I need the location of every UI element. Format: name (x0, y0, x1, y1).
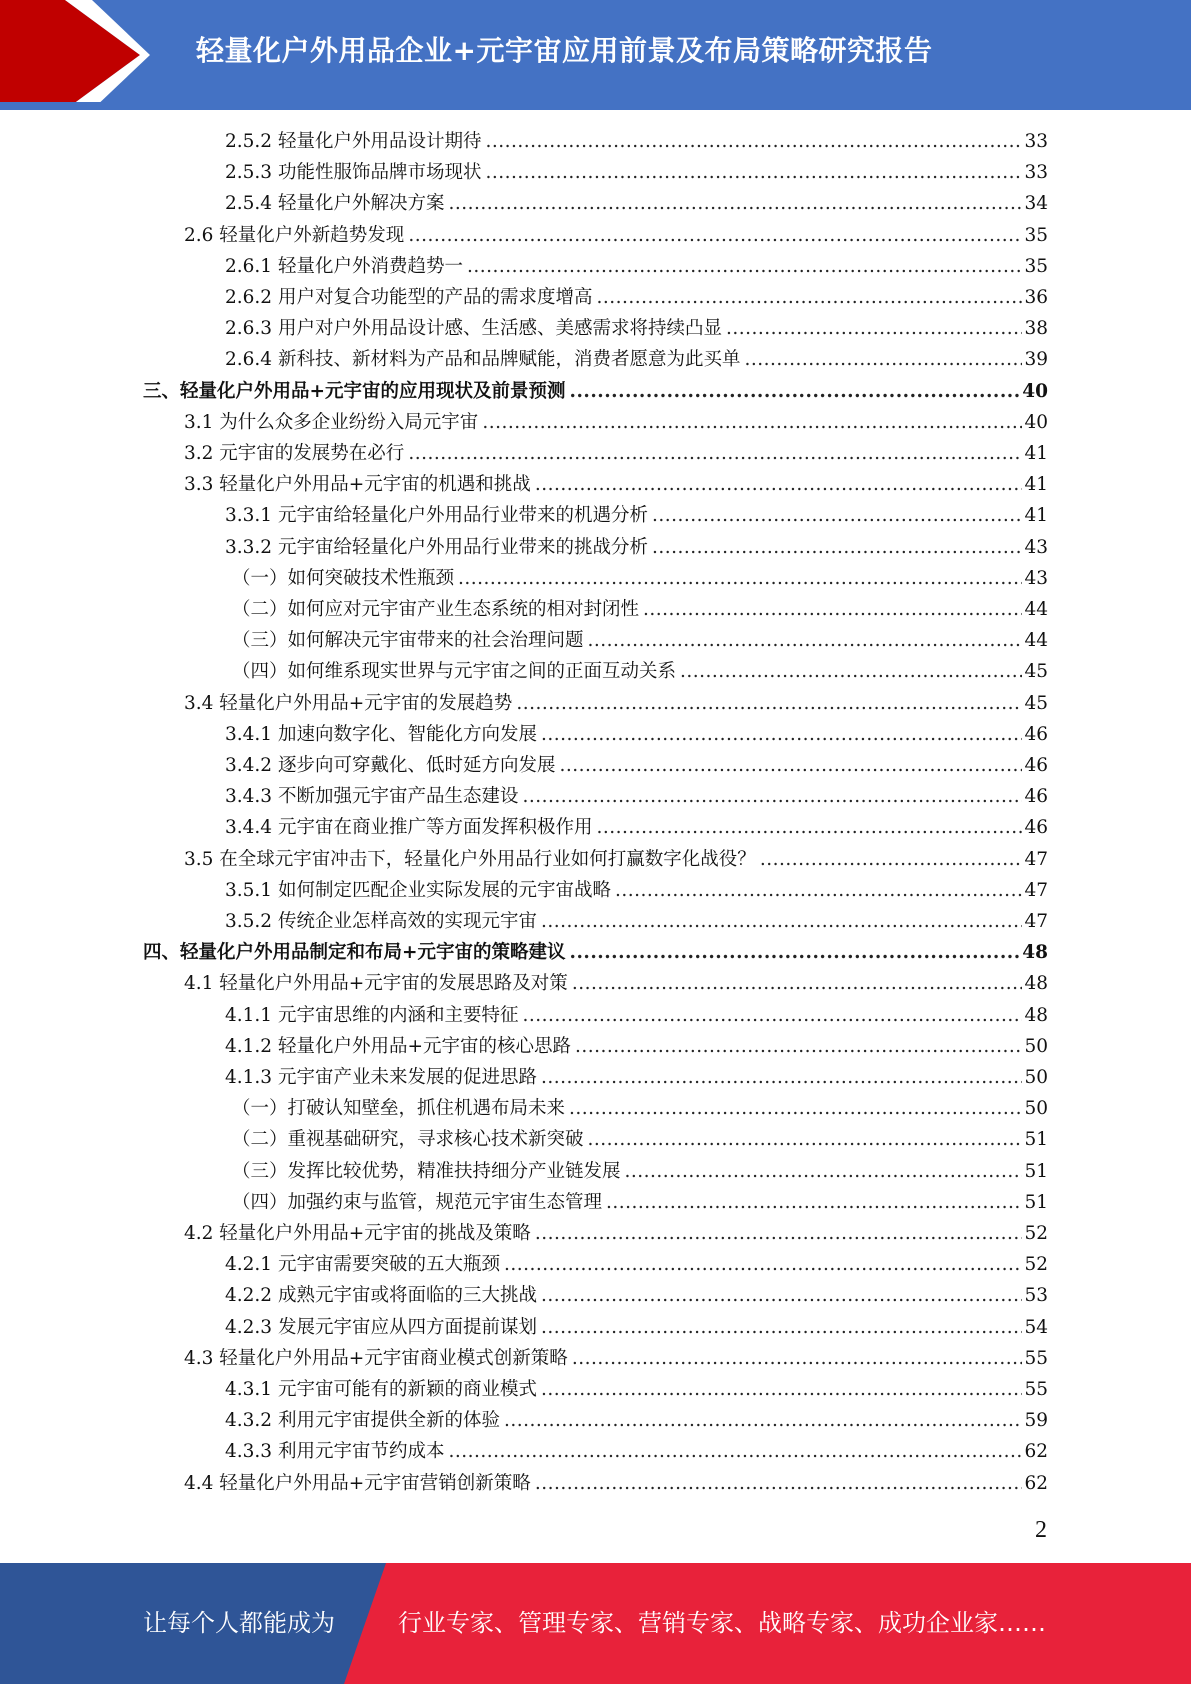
toc-dot-leader (541, 1280, 1022, 1311)
toc-entry-title: （四）加强约束与监管，规范元宇宙生态管理 (232, 1191, 603, 1213)
toc-entry-title: 4.3.2 利用元宇宙提供全新的体验 (225, 1410, 500, 1432)
toc-dot-leader (522, 781, 1022, 812)
report-title: 轻量化户外用品企业+元宇宙应用前景及布局策略研究报告 (196, 34, 933, 67)
toc-entry-title: 4.2.3 发展元宇宙应从四方面提前谋划 (225, 1316, 537, 1338)
toc-dot-leader (572, 968, 1023, 999)
toc-entry[interactable] (225, 344, 1048, 375)
toc-entry-title: （一）如何突破技术性瓶颈 (232, 567, 455, 589)
toc-entry-page: 50 (1024, 1098, 1048, 1120)
toc-entry-page: 51 (1024, 1129, 1048, 1151)
toc-dot-leader (516, 688, 1022, 719)
toc-entry-page: 48 (1024, 973, 1048, 995)
toc-entry-title: （二）重视基础研究，寻求核心技术新突破 (232, 1129, 584, 1151)
toc-entry-page: 51 (1024, 1160, 1048, 1182)
toc-entry[interactable] (143, 376, 1048, 407)
toc-entry-page: 41 (1024, 443, 1048, 464)
toc-entry[interactable] (225, 1000, 1048, 1031)
toc-entry-title: 四、轻量化户外用品制定和布局+元宇宙的策略建议 (143, 942, 566, 964)
toc-entry[interactable] (225, 875, 1048, 906)
footer-slogan-left: 让每个人都能成为 (143, 1609, 335, 1637)
toc-dot-leader (575, 1031, 1022, 1062)
toc-dot-leader (467, 251, 1022, 282)
toc-dot-leader (485, 126, 1022, 157)
toc-entry-page: 55 (1024, 1379, 1048, 1400)
toc-entry[interactable] (225, 1436, 1048, 1467)
toc-entry[interactable] (225, 781, 1048, 812)
toc-entry-title: 3.2 元宇宙的发展势在必行 (184, 443, 405, 464)
toc-dot-leader (535, 469, 1023, 500)
toc-dot-leader (726, 313, 1022, 344)
toc-entry-page: 45 (1024, 692, 1048, 714)
toc-entry-page: 46 (1024, 755, 1048, 776)
toc-dot-leader (535, 1218, 1023, 1249)
toc-entry[interactable] (225, 1280, 1048, 1311)
toc-entry-title: （一）打破认知壁垒，抓住机遇布局未来 (232, 1098, 566, 1120)
toc-entry[interactable] (232, 563, 1048, 594)
toc-entry-page: 48 (1024, 1004, 1048, 1026)
toc-entry-page: 50 (1024, 1067, 1048, 1088)
toc-entry-page: 36 (1024, 287, 1048, 308)
toc-entry-page: 47 (1024, 848, 1048, 870)
toc-entry-page: 33 (1024, 162, 1048, 184)
toc-entry[interactable] (232, 1187, 1048, 1218)
toc-entry-title: （三）如何解决元宇宙带来的社会治理问题 (232, 630, 584, 652)
toc-entry-title: 2.5.3 功能性服饰品牌市场现状 (225, 162, 482, 184)
toc-entry-page: 62 (1024, 1441, 1048, 1463)
toc-entry-page: 40 (1022, 380, 1048, 402)
toc-entry[interactable] (225, 750, 1048, 781)
toc-entry-page: 34 (1024, 193, 1048, 215)
toc-dot-leader (541, 1062, 1022, 1093)
toc-entry[interactable] (184, 438, 1048, 469)
toc-entry[interactable] (184, 968, 1048, 999)
toc-entry-page: 50 (1024, 1035, 1048, 1057)
toc-entry-page: 55 (1024, 1347, 1048, 1369)
toc-entry-title: 4.1.2 轻量化户外用品+元宇宙的核心思路 (225, 1035, 571, 1057)
toc-entry-title: 4.1 轻量化户外用品+元宇宙的发展思路及对策 (184, 973, 568, 995)
toc-entry-title: 4.2.2 成熟元宇宙或将面临的三大挑战 (225, 1285, 537, 1307)
toc-dot-leader (408, 438, 1022, 469)
toc-entry[interactable] (184, 1343, 1048, 1374)
toc-entry[interactable] (225, 906, 1048, 937)
toc-entry-page: 59 (1024, 1410, 1048, 1432)
toc-entry-page: 45 (1024, 661, 1048, 683)
toc-dot-leader (652, 532, 1022, 563)
toc-entry-title: 4.3 轻量化户外用品+元宇宙商业模式创新策略 (184, 1347, 568, 1369)
toc-dot-leader (482, 407, 1022, 438)
toc-entry-page: 47 (1024, 879, 1048, 901)
toc-entry[interactable] (232, 1156, 1048, 1187)
toc-dot-leader (570, 376, 1021, 407)
toc-dot-leader (541, 1374, 1022, 1405)
toc-entry[interactable] (184, 1218, 1048, 1249)
page-header (0, 0, 1191, 110)
toc-entry-page: 62 (1024, 1472, 1048, 1494)
toc-entry[interactable] (225, 719, 1048, 750)
toc-entry[interactable] (225, 812, 1048, 843)
toc-dot-leader (541, 1312, 1022, 1343)
toc-dot-leader (448, 188, 1022, 219)
toc-entry-page: 46 (1024, 786, 1048, 808)
toc-dot-leader (448, 1436, 1022, 1467)
toc-entry[interactable] (225, 157, 1048, 188)
toc-entry-title: 3.3 轻量化户外用品+元宇宙的机遇和挑战 (184, 474, 531, 496)
toc-entry[interactable] (232, 594, 1048, 625)
toc-entry-page: 53 (1024, 1285, 1048, 1307)
toc-dot-leader (588, 625, 1023, 656)
toc-entry-title: 2.6.4 新科技、新材料为产品和品牌赋能，消费者愿意为此买单 (225, 349, 741, 371)
toc-entry-page: 44 (1024, 630, 1048, 652)
toc-entry-page: 48 (1022, 942, 1048, 964)
toc-entry[interactable] (232, 625, 1048, 656)
toc-entry[interactable] (184, 1468, 1048, 1499)
toc-entry-page: 44 (1024, 599, 1048, 620)
toc-dot-leader (652, 500, 1022, 531)
toc-entry-title: 3.4.2 逐步向可穿戴化、低时延方向发展 (225, 755, 556, 776)
toc-entry[interactable] (232, 1093, 1048, 1124)
toc-entry-title: 3.5 在全球元宇宙冲击下，轻量化户外用品行业如何打赢数字化战役？ (184, 848, 756, 870)
toc-entry-page: 43 (1024, 567, 1048, 589)
toc-dot-leader (643, 594, 1022, 625)
toc-entry[interactable] (225, 532, 1048, 563)
toc-dot-leader (541, 906, 1022, 937)
toc-dot-leader (504, 1405, 1022, 1436)
toc-entry[interactable] (184, 469, 1048, 500)
toc-entry-title: 3.4.3 不断加强元宇宙产品生态建设 (225, 786, 519, 808)
toc-dot-leader (596, 812, 1022, 843)
toc-entry-title: 4.3.1 元宇宙可能有的新颖的商业模式 (225, 1379, 537, 1400)
toc-entry[interactable] (225, 1405, 1048, 1436)
toc-dot-leader (760, 844, 1023, 875)
toc-entry-title: 2.5.4 轻量化户外解决方案 (225, 193, 445, 215)
toc-entry[interactable] (225, 126, 1048, 157)
toc-entry-title: 3.3.1 元宇宙给轻量化户外用品行业带来的机遇分析 (225, 505, 648, 527)
footer-slogan-right: 行业专家、管理专家、营销专家、战略专家、成功企业家…… (398, 1609, 1046, 1637)
toc-dot-leader (522, 1000, 1022, 1031)
toc-entry-title: 4.2 轻量化户外用品+元宇宙的挑战及策略 (184, 1223, 531, 1244)
toc-entry-title: 3.4.1 加速向数字化、智能化方向发展 (225, 723, 537, 745)
toc-entry[interactable] (225, 1312, 1048, 1343)
toc-entry[interactable] (225, 313, 1048, 344)
toc-entry[interactable] (225, 1249, 1048, 1280)
toc-entry-title: 3.5.2 传统企业怎样高效的实现元宇宙 (225, 911, 537, 932)
toc-entry[interactable] (225, 251, 1048, 282)
toc-entry[interactable] (225, 1374, 1048, 1405)
toc-entry-title: 2.6 轻量化户外新趋势发现 (184, 224, 405, 246)
toc-dot-leader (680, 656, 1022, 687)
toc-entry-page: 52 (1024, 1254, 1048, 1276)
toc-entry-page: 35 (1024, 224, 1048, 246)
toc-dot-leader (541, 719, 1022, 750)
toc-entry-page: 35 (1024, 255, 1048, 277)
toc-entry-page: 41 (1024, 474, 1048, 496)
toc-entry-title: 3.4 轻量化户外用品+元宇宙的发展趋势 (184, 692, 513, 714)
toc-dot-leader (572, 1343, 1023, 1374)
toc-dot-leader (744, 344, 1022, 375)
page-footer (0, 1563, 1191, 1684)
toc-entry-title: 4.1.3 元宇宙产业未来发展的促进思路 (225, 1067, 537, 1088)
toc-dot-leader (458, 563, 1022, 594)
toc-entry-title: 4.1.1 元宇宙思维的内涵和主要特征 (225, 1004, 519, 1026)
toc-entry[interactable] (232, 1124, 1048, 1155)
toc-entry[interactable] (184, 407, 1048, 438)
toc-entry-title: 3.5.1 如何制定匹配企业实际发展的元宇宙战略 (225, 879, 611, 901)
toc-dot-leader (615, 875, 1022, 906)
toc-entry-title: 2.6.2 用户对复合功能型的产品的需求度增高 (225, 287, 593, 308)
toc-entry-page: 54 (1024, 1316, 1048, 1338)
toc-entry[interactable] (143, 937, 1048, 968)
toc-dot-leader (596, 282, 1022, 313)
toc-entry-page: 46 (1024, 723, 1048, 745)
toc-dot-leader (569, 1093, 1022, 1124)
toc-entry-title: 2.6.3 用户对户外用品设计感、生活感、美感需求将持续凸显 (225, 318, 722, 340)
toc-entry-title: 4.4 轻量化户外用品+元宇宙营销创新策略 (184, 1472, 531, 1494)
page-number: 2 (1035, 1517, 1047, 1543)
toc-entry-page: 39 (1024, 349, 1048, 371)
toc-entry-title: 4.2.1 元宇宙需要突破的五大瓶颈 (225, 1254, 500, 1276)
toc-entry-title: 3.4.4 元宇宙在商业推广等方面发挥积极作用 (225, 817, 593, 839)
toc-entry[interactable] (225, 188, 1048, 219)
toc-entry[interactable] (225, 1031, 1048, 1062)
toc-entry-page: 46 (1024, 817, 1048, 839)
toc-entry-page: 52 (1024, 1223, 1048, 1244)
toc-dot-leader (504, 1249, 1022, 1280)
toc-dot-leader (535, 1468, 1023, 1499)
toc-entry-page: 47 (1024, 911, 1048, 932)
toc-dot-leader (408, 220, 1022, 251)
toc-entry-page: 51 (1024, 1191, 1048, 1213)
toc-entry-title: （三）发挥比较优势，精准扶持细分产业链发展 (232, 1160, 621, 1182)
toc-entry-title: 3.3.2 元宇宙给轻量化户外用品行业带来的挑战分析 (225, 536, 648, 558)
toc-entry-page: 40 (1024, 411, 1048, 433)
toc-entry[interactable] (184, 220, 1048, 251)
toc-dot-leader (606, 1187, 1022, 1218)
toc-entry-page: 33 (1024, 131, 1048, 152)
toc-dot-leader (625, 1156, 1023, 1187)
toc-entry-title: 3.1 为什么众多企业纷纷入局元宇宙 (184, 411, 479, 433)
toc-entry[interactable] (184, 688, 1048, 719)
toc-dot-leader (570, 937, 1021, 968)
toc-entry-title: 2.6.1 轻量化户外消费趋势一 (225, 255, 463, 277)
toc-entry[interactable] (225, 282, 1048, 313)
toc-dot-leader (559, 750, 1022, 781)
toc-entry[interactable] (225, 500, 1048, 531)
toc-entry[interactable] (184, 844, 1048, 875)
toc-entry-title: 4.3.3 利用元宇宙节约成本 (225, 1441, 445, 1463)
toc-entry[interactable] (225, 1062, 1048, 1093)
toc-entry-title: （二）如何应对元宇宙产业生态系统的相对封闭性 (232, 599, 640, 620)
toc-entry-page: 43 (1024, 536, 1048, 558)
toc-entry-title: 三、轻量化户外用品+元宇宙的应用现状及前景预测 (143, 380, 566, 402)
toc-entry[interactable] (232, 656, 1048, 687)
toc-dot-leader (588, 1124, 1023, 1155)
toc-entry-page: 41 (1024, 505, 1048, 527)
toc-entry-page: 38 (1024, 318, 1048, 340)
toc-dot-leader (485, 157, 1022, 188)
toc-entry-title: 2.5.2 轻量化户外用品设计期待 (225, 131, 482, 152)
toc-entry-title: （四）如何维系现实世界与元宇宙之间的正面互动关系 (232, 661, 677, 683)
